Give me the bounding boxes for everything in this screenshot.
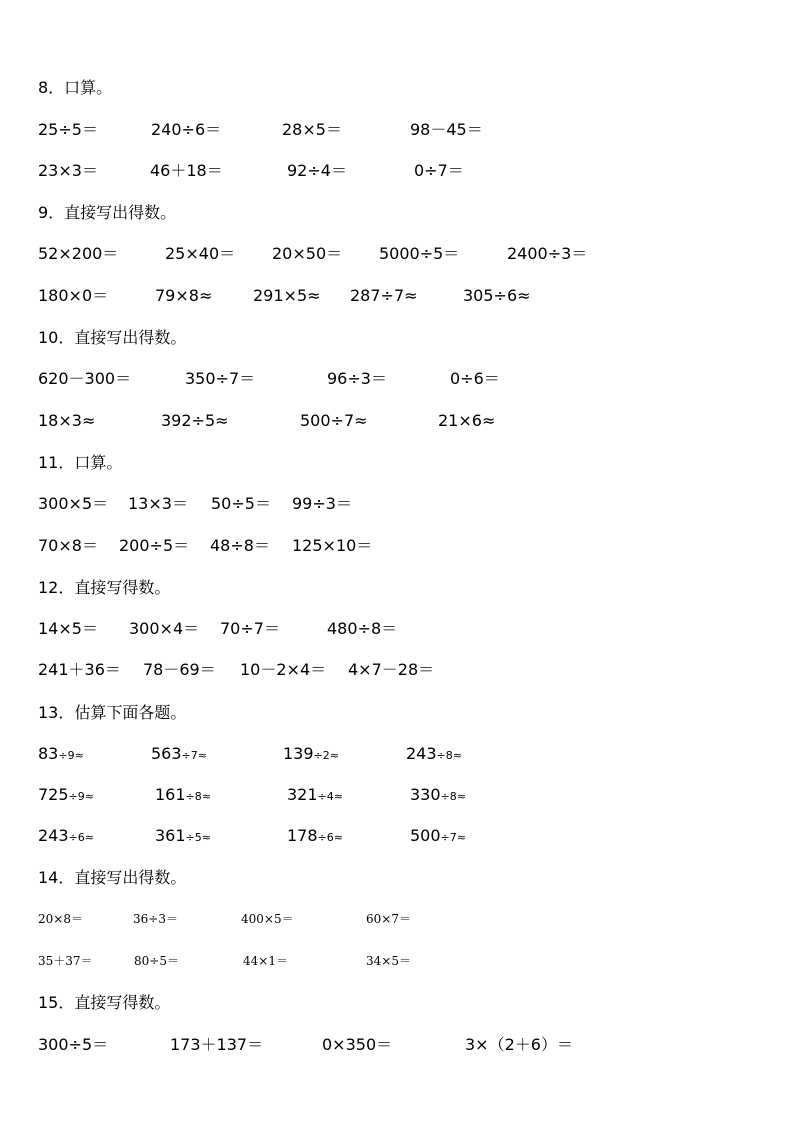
section-heading: 11．口算。	[38, 453, 123, 472]
section-heading: 10．直接写出得数。	[38, 328, 187, 347]
math-problem: 98－45＝	[410, 120, 483, 139]
math-problem	[38, 785, 94, 807]
section-heading: 9．直接写出得数。	[38, 203, 177, 222]
math-problem: 96÷3＝	[327, 369, 387, 388]
math-problem: 60×7＝	[366, 912, 411, 926]
math-problem: 173＋137＝	[170, 1035, 264, 1054]
math-problem: 46＋18＝	[150, 161, 223, 180]
problem-row	[0, 411, 794, 431]
math-problem: 80÷5＝	[134, 954, 179, 968]
problem-row	[0, 286, 794, 306]
problem-row	[0, 785, 794, 805]
math-problem: 13×3＝	[128, 494, 188, 513]
math-problem: 36÷3＝	[133, 912, 178, 926]
math-problem: 500÷7≈	[300, 411, 368, 430]
math-problem: 4×7－28＝	[348, 660, 435, 679]
math-problem: 14×5＝	[38, 619, 98, 638]
math-problem: 291×5≈	[253, 286, 321, 305]
math-problem: 200÷5＝	[119, 536, 190, 555]
math-problem: 350÷7＝	[185, 369, 256, 388]
problem-row	[0, 161, 794, 181]
math-problem: 300×5＝	[38, 494, 109, 513]
problem-row	[0, 826, 794, 846]
math-problem: 23×3＝	[38, 161, 98, 180]
dividend: 139	[283, 744, 314, 763]
math-problem: 28×5＝	[282, 120, 342, 139]
section-heading: 13．估算下面各题。	[38, 703, 187, 722]
dividend: 243	[38, 826, 69, 845]
divisor-approx: ÷2≈	[313, 749, 339, 762]
divisor-approx: ÷8≈	[440, 790, 466, 803]
math-problem: 70×8＝	[38, 536, 98, 555]
math-problem	[155, 785, 211, 807]
divisor-approx: ÷8≈	[185, 790, 211, 803]
math-problem: 2400÷3＝	[507, 244, 588, 263]
problem-row	[0, 494, 794, 514]
section-heading: 14．直接写出得数。	[38, 868, 187, 887]
math-problem: 10－2×4＝	[240, 660, 327, 679]
divisor-approx: ÷4≈	[317, 790, 343, 803]
math-problem	[38, 744, 84, 766]
dividend: 361	[155, 826, 186, 845]
section-heading: 8．口算。	[38, 78, 113, 97]
math-problem: 0×350＝	[322, 1035, 393, 1054]
math-problem: 620－300＝	[38, 369, 132, 388]
math-problem: 21×6≈	[438, 411, 496, 430]
math-problem	[155, 826, 211, 848]
math-problem: 44×1＝	[243, 954, 288, 968]
problem-row	[0, 244, 794, 264]
divisor-approx: ÷5≈	[185, 831, 211, 844]
math-problem: 48÷8＝	[210, 536, 270, 555]
math-problem: 20×8＝	[38, 912, 83, 926]
problem-row	[0, 369, 794, 389]
problem-row	[0, 536, 794, 556]
math-problem: 25÷5＝	[38, 120, 98, 139]
math-problem: 18×3≈	[38, 411, 96, 430]
divisor-approx: ÷9≈	[58, 749, 84, 762]
math-problem: 392÷5≈	[161, 411, 229, 430]
problem-row	[0, 909, 794, 929]
math-problem: 3×（2＋6）＝	[465, 1035, 573, 1054]
math-problem: 125×10＝	[292, 536, 373, 555]
divisor-approx: ÷6≈	[68, 831, 94, 844]
problem-row	[0, 744, 794, 764]
math-problem: 5000÷5＝	[379, 244, 460, 263]
math-problem: 287÷7≈	[350, 286, 418, 305]
dividend: 321	[287, 785, 318, 804]
math-problem: 78－69＝	[143, 660, 216, 679]
dividend: 243	[406, 744, 437, 763]
problem-row	[0, 1035, 794, 1055]
divisor-approx: ÷6≈	[317, 831, 343, 844]
math-problem: 50÷5＝	[211, 494, 271, 513]
math-problem: 300×4＝	[129, 619, 200, 638]
dividend: 161	[155, 785, 186, 804]
section-heading: 12．直接写得数。	[38, 578, 171, 597]
dividend: 725	[38, 785, 69, 804]
math-problem: 241＋36＝	[38, 660, 121, 679]
dividend: 178	[287, 826, 318, 845]
problem-row	[0, 660, 794, 680]
math-problem: 240÷6＝	[151, 120, 222, 139]
math-problem	[410, 826, 466, 848]
dividend: 500	[410, 826, 441, 845]
math-problem: 52×200＝	[38, 244, 119, 263]
math-problem: 25×40＝	[165, 244, 236, 263]
math-problem	[151, 744, 207, 766]
math-problem: 79×8≈	[155, 286, 213, 305]
dividend: 330	[410, 785, 441, 804]
math-problem: 180×0＝	[38, 286, 109, 305]
section-heading: 15．直接写得数。	[38, 993, 171, 1012]
math-problem	[283, 744, 339, 766]
math-problem	[38, 826, 94, 848]
math-problem: 70÷7＝	[220, 619, 280, 638]
math-problem: 20×50＝	[272, 244, 343, 263]
dividend: 83	[38, 744, 59, 763]
math-problem	[406, 744, 462, 766]
math-problem: 99÷3＝	[292, 494, 352, 513]
math-problem: 0÷7＝	[414, 161, 464, 180]
math-problem	[410, 785, 466, 807]
math-problem	[287, 826, 343, 848]
divisor-approx: ÷9≈	[68, 790, 94, 803]
problem-row	[0, 120, 794, 140]
math-problem: 305÷6≈	[463, 286, 531, 305]
math-problem: 300÷5＝	[38, 1035, 109, 1054]
math-problem	[287, 785, 343, 807]
divisor-approx: ÷8≈	[436, 749, 462, 762]
math-problem: 35＋37＝	[38, 954, 93, 968]
problem-row	[0, 619, 794, 639]
math-problem: 480÷8＝	[327, 619, 398, 638]
math-problem: 92÷4＝	[287, 161, 347, 180]
problem-row	[0, 951, 794, 971]
dividend: 563	[151, 744, 182, 763]
math-problem: 400×5＝	[241, 912, 294, 926]
math-problem: 0÷6＝	[450, 369, 500, 388]
divisor-approx: ÷7≈	[181, 749, 207, 762]
divisor-approx: ÷7≈	[440, 831, 466, 844]
math-problem: 34×5＝	[366, 954, 411, 968]
